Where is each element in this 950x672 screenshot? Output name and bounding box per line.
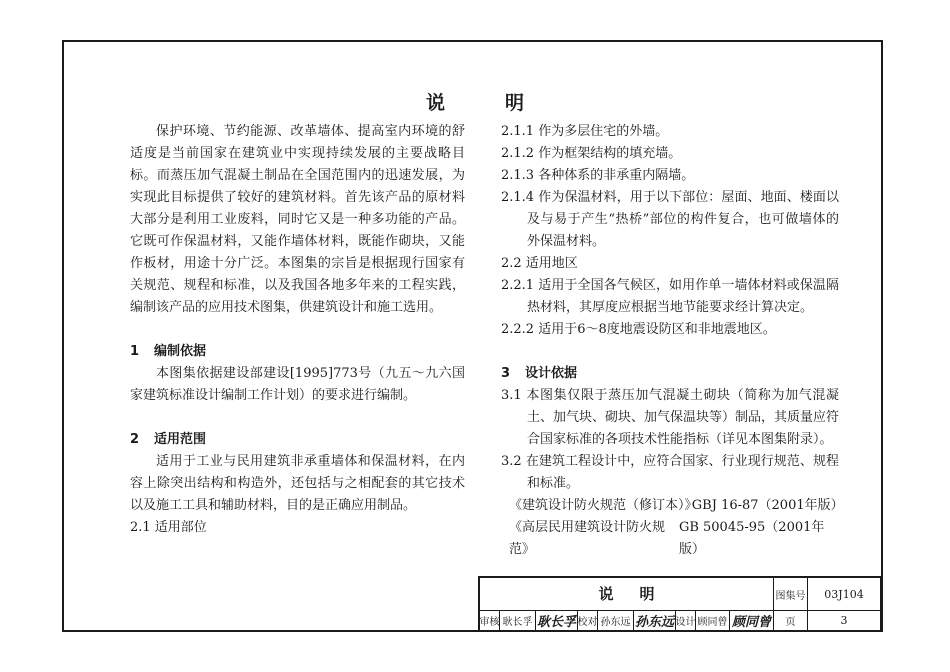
item-3-2: 3.2 在建筑工程设计中，应符合国家、行业现行规范、规程和标准。 (501, 454, 839, 491)
reference-2 (509, 517, 839, 561)
section-1-heading (130, 341, 465, 363)
title-block (478, 576, 881, 630)
title-block-row-top (480, 578, 881, 611)
right-column (501, 121, 844, 561)
section-3-title: 设计依据 (525, 366, 578, 381)
item-2-1-4: 2.1.4 作为保温材料，用于以下部位：屋面、地面、楼面以及与易于产生“热桥”部位的构件复合，也可做墙体的外保温材料。 (501, 190, 839, 249)
section-3-heading (501, 363, 839, 385)
reference-2-code: GB 50045-95（2001年版） (678, 520, 825, 557)
reference-1-code: GBJ 16-87（2001年版） (691, 498, 844, 513)
reviewer-signature: 耿长孚 (536, 610, 578, 630)
item-2-2-1: 2.2.1 适用于全国各气候区，如用作单一墙体材料或保温隔热材料，其厚度应根据当地节能要求经计算决定。 (501, 278, 839, 315)
atlas-number-label: 图集号 (774, 578, 808, 610)
designer-name: 顾同曾 (696, 610, 730, 630)
left-column (130, 121, 465, 539)
section-2-text: 适用于工业与民用建筑非承重墙体和保温材料，在内容上除突出结构和构造外，还包括与之相配套的其它技术以及施工工具和辅助材料，目的是正确应用制品。 (130, 454, 465, 513)
intro-paragraph: 保护环境、节约能源、改革墙体、提高室内环境的舒适度是当前国家在建筑业中实现持续发展的主要战略目标。而蒸压加气混凝土制品在全国范围内的迅速发展，为实现此目标提供了较好的建筑材料。首先该产品的原材料大部分是利用工业废料，同时它又是一种多功能的产品。它既可作保温材料，又能作墙体材料，既能作砌块，又能作板材，用途十分广泛。本图集的宗旨是根据现行国家有关规范、规程和标准，以及我国各地多年来的工程实践，编制该产品的应用技术图集，供建筑设计和施工选用。 (130, 124, 465, 315)
reviewer-name: 耿长孚 (500, 610, 536, 630)
reference-1-name: 《建筑设计防火规范（修订本）》 (509, 498, 698, 513)
design-label: 设计 (676, 610, 696, 630)
section-2-number: 2 (130, 432, 140, 447)
section-3-number: 3 (501, 366, 511, 381)
checker-signature: 孙东远 (634, 610, 676, 630)
item-2-2-2: 2.2.2 适用于6～8度地震设防区和非地震地区。 (501, 322, 776, 337)
item-2-1-3: 2.1.3 各种体系的非承重内隔墙。 (501, 168, 695, 183)
reference-1 (509, 495, 844, 517)
page-title: 说明 (425, 92, 584, 114)
checker-name: 孙东远 (598, 610, 634, 630)
item-2-1-2: 2.1.2 作为框架结构的填充墙。 (501, 146, 682, 161)
title-block-row-bottom (480, 610, 881, 630)
title-block-title: 说明 (480, 578, 774, 610)
item-2-2: 2.2 适用地区 (501, 256, 578, 271)
reference-2-name: 《高层民用建筑设计防火规范》 (509, 520, 666, 557)
item-3-1: 3.1 本图集仅限于蒸压加气混凝土砌块（简称为加气混凝土、加气块、砌块、加气保温块等）制品，其质量应符合国家标准的各项技术性能指标（详见本图集附录）。 (501, 388, 840, 447)
item-2-1-1: 2.1.1 作为多层住宅的外墙。 (501, 124, 669, 139)
item-2-1: 2.1 适用部位 (130, 520, 207, 535)
section-2-heading (130, 429, 465, 451)
page-label: 页 (774, 610, 808, 630)
review-label: 审核 (480, 610, 500, 630)
section-2-title: 适用范围 (154, 432, 207, 447)
section-1-text: 本图集依据建设部建设[1995]773号（九五～九六国家建筑标准设计编制工作计划）的要求进行编制。 (130, 366, 465, 403)
atlas-number: 03J104 (808, 578, 881, 610)
section-1-title: 编制依据 (154, 344, 207, 359)
page-number: 3 (808, 610, 881, 630)
designer-signature: 顾同曾 (730, 610, 774, 630)
check-label: 校对 (578, 610, 598, 630)
section-1-number: 1 (130, 344, 140, 359)
